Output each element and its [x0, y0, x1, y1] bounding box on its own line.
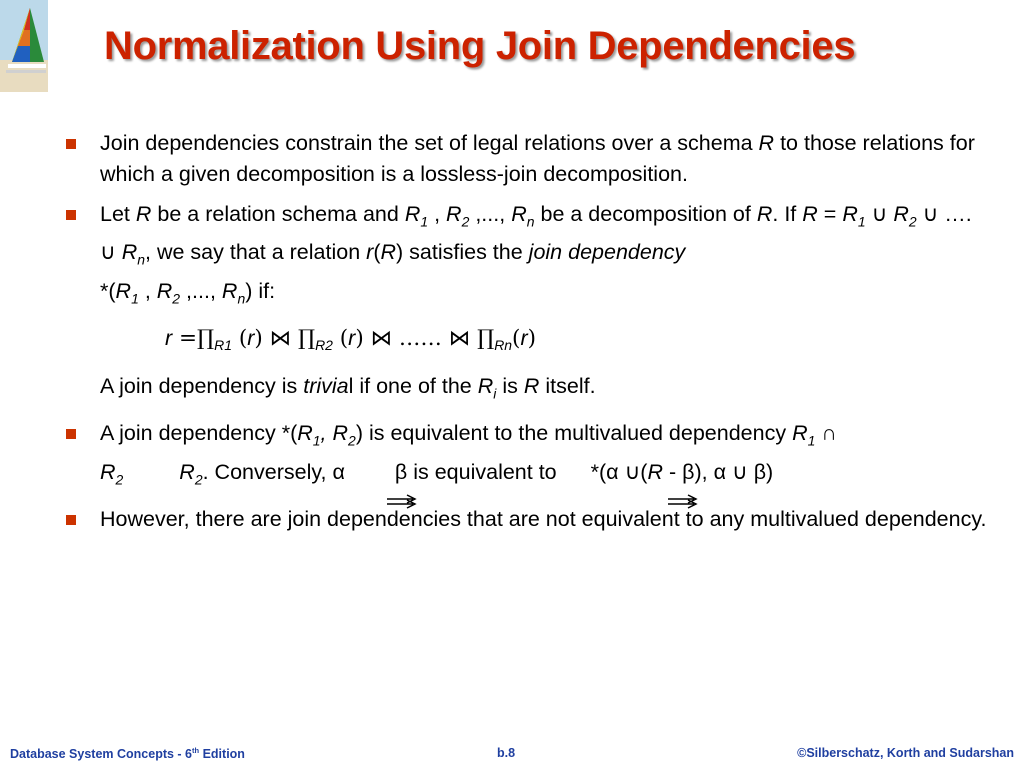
sailboat-logo-icon — [0, 0, 48, 92]
bullet-not-equivalent: However, there are join dependencies that are not equivalent to any multivalued dependency. — [60, 504, 990, 535]
slide-body — [60, 128, 990, 544]
footer-copyright: ©Silberschatz, Korth and Sudarshan — [797, 746, 1014, 760]
bullet-definition: Let R be a relation schema and $R_1$ , $R_2$ ,..., $R_n$ be a decomposition of R. If $R = R_1$ ∪ $R_2$ ∪ …. ∪ $R_n$, we say that a relation r(R) satisfies the join dependency $*(R_1$ , $R_2$ ,..., $R_n$) if: — [60, 199, 990, 314]
slide-title: Normalization Using Join Dependencies — [104, 24, 856, 68]
footer-page-number: b.8 — [497, 746, 516, 760]
bullet-join-dependencies: Join dependencies constrain the set of legal relations over a schema R to those relations for which a given decomposition is a lossless-join decomposition. — [60, 128, 990, 190]
slide-footer — [0, 746, 1024, 766]
square-bullet-icon — [66, 210, 76, 220]
mvd-arrow-icon — [385, 494, 419, 510]
square-bullet-icon — [66, 515, 76, 525]
trivial-definition: A join dependency is trivial if one of the $R_i$ is R itself. — [100, 374, 596, 402]
square-bullet-icon — [66, 139, 76, 149]
footer-book-title: Database System Concepts - 6th Edition — [10, 746, 245, 762]
mvd-arrow-icon — [666, 494, 700, 510]
join-formula: $r =\prod_{R1}$ (r) ⋈ $\prod_{R2}$ (r) ⋈ …… ⋈ $\prod_{Rn}(r)$ — [165, 325, 536, 354]
square-bullet-icon — [66, 429, 76, 439]
bullet-mvd-equivalence: A join dependency $*(R_1$, $R_2$) is equivalent to the multivalued dependency $R_1$ ∩ $R_2$ $R_2$. Conversely, α β is equivalent to *(α ∪(R - β), α ∪ β) — [60, 418, 990, 495]
